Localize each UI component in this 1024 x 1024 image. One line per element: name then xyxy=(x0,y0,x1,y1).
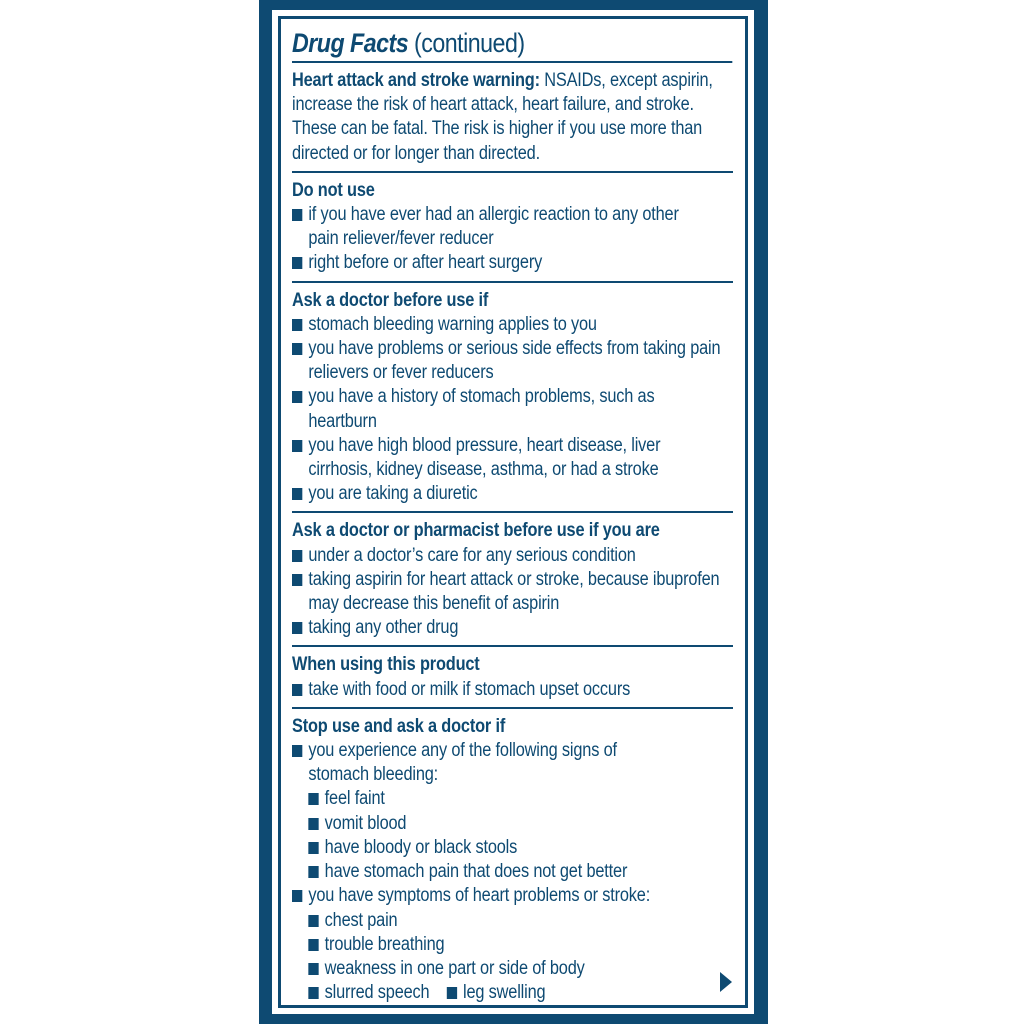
list-item-text: stomach bleeding warning applies to you xyxy=(308,313,597,335)
list-item-text: you have a history of stomach problems, such as xyxy=(308,386,655,408)
heart-warning-label: Heart attack and stroke warning: xyxy=(292,70,540,91)
list-item-text: if you have ever had an allergic reaction to any other xyxy=(308,204,679,226)
heart-warning-line-4: directed or for longer than directed. xyxy=(292,142,540,164)
list-item-continued: stomach bleeding: xyxy=(308,764,439,786)
square-bullet-icon xyxy=(292,209,302,221)
stop-use-section xyxy=(292,709,733,1010)
square-bullet-icon xyxy=(308,818,318,830)
sub-list-item-text: have bloody or black stools xyxy=(324,836,518,858)
square-bullet-icon xyxy=(308,915,318,927)
list-item xyxy=(292,434,732,458)
list-item xyxy=(292,884,732,908)
list-item-text: taking any other drug xyxy=(308,617,459,639)
list-item-text: you experience any of the following signs of xyxy=(308,740,617,762)
sub-list-item xyxy=(292,909,748,933)
sub-list-item xyxy=(292,981,748,1005)
list-item xyxy=(292,678,732,702)
sub-list-item-text: vomit blood xyxy=(324,812,407,834)
square-bullet-icon xyxy=(308,793,318,805)
square-bullet-icon xyxy=(308,963,318,975)
square-bullet-icon xyxy=(447,987,457,999)
panel-title xyxy=(292,27,732,63)
sub-list-item xyxy=(292,957,748,981)
square-bullet-icon xyxy=(308,987,318,999)
list-item-continued: pain reliever/fever reducer xyxy=(308,228,494,250)
list-item xyxy=(292,337,732,361)
sub-list-item xyxy=(292,860,748,884)
square-bullet-icon xyxy=(292,488,302,500)
sub-list-item xyxy=(292,812,748,836)
sub-list-item-text: weakness in one part or side of body xyxy=(324,957,585,979)
list-item-continued: heartburn xyxy=(308,410,377,432)
sub-list-item xyxy=(292,933,748,957)
title-bold: Drug Facts xyxy=(292,28,409,58)
list-item-continued: cirrhosis, kidney disease, asthma, or had a stroke xyxy=(308,459,659,481)
list-item-text: taking aspirin for heart attack or stroke, because ibuprofen xyxy=(308,568,720,590)
sub-list-item-text: trouble breathing xyxy=(324,933,445,955)
list-item xyxy=(292,203,732,227)
list-item xyxy=(292,482,732,506)
list-item xyxy=(292,251,732,275)
sub-list-item-text: leg swelling xyxy=(462,982,546,1004)
heart-warning-line-3: These can be fatal. The risk is higher if you use more than xyxy=(292,118,703,140)
sub-list-item xyxy=(292,836,748,860)
list-item-text: take with food or milk if stomach upset occurs xyxy=(308,678,631,700)
do-not-use-section xyxy=(292,173,733,283)
list-item xyxy=(292,568,732,592)
drug-facts-panel xyxy=(281,19,745,1005)
ask-doctor-heading: Ask a doctor before use if xyxy=(292,289,489,311)
continue-arrow-icon xyxy=(719,971,733,993)
list-item xyxy=(292,739,732,763)
sub-list-item-text: have stomach pain that does not get better xyxy=(324,861,628,883)
sub-list-item xyxy=(292,787,748,811)
heart-warning-line-1 xyxy=(292,69,732,93)
heart-warning-section xyxy=(292,63,733,173)
heart-warning-line-2: increase the risk of heart attack, heart failure, and stroke. xyxy=(292,94,694,116)
square-bullet-icon xyxy=(292,257,302,269)
list-item-text: you have symptoms of heart problems or stroke: xyxy=(308,885,651,907)
ask-pharmacist-section xyxy=(292,513,733,647)
square-bullet-icon xyxy=(292,745,302,757)
list-item xyxy=(292,385,732,409)
square-bullet-icon xyxy=(292,319,302,331)
heart-warning-text-1: NSAIDs, except aspirin, xyxy=(539,70,713,91)
list-item-text: you are taking a diuretic xyxy=(308,483,478,505)
when-using-heading: When using this product xyxy=(292,654,480,676)
list-item-continued: relievers or fever reducers xyxy=(308,362,494,384)
list-item xyxy=(292,313,732,337)
stop-use-heading: Stop use and ask a doctor if xyxy=(292,715,506,737)
square-bullet-icon xyxy=(292,574,302,586)
square-bullet-icon xyxy=(292,890,302,902)
title-rest: (continued) xyxy=(408,28,525,58)
do-not-use-heading: Do not use xyxy=(292,179,375,201)
list-item-text: right before or after heart surgery xyxy=(308,252,543,274)
list-item xyxy=(292,616,732,640)
list-item-text: you have problems or serious side effects from taking pain xyxy=(308,338,721,360)
list-item-continued: may decrease this benefit of aspirin xyxy=(308,593,560,615)
sub-list-item-text: chest pain xyxy=(324,909,398,931)
list-item-text: you have high blood pressure, heart disease, liver xyxy=(308,434,661,456)
ask-pharmacist-heading: Ask a doctor or pharmacist before use if you are xyxy=(292,520,660,542)
square-bullet-icon xyxy=(292,684,302,696)
square-bullet-icon xyxy=(308,842,318,854)
list-item xyxy=(292,544,732,568)
list-item-text: under a doctor’s care for any serious condition xyxy=(308,544,636,566)
square-bullet-icon xyxy=(292,343,302,355)
when-using-section xyxy=(292,647,733,708)
square-bullet-icon xyxy=(292,391,302,403)
square-bullet-icon xyxy=(292,622,302,634)
ask-doctor-section xyxy=(292,283,733,514)
square-bullet-icon xyxy=(308,866,318,878)
sub-list-item-text: feel faint xyxy=(324,788,385,810)
square-bullet-icon xyxy=(292,440,302,452)
sub-list-item-text: slurred speech xyxy=(324,982,430,1004)
square-bullet-icon xyxy=(308,939,318,951)
square-bullet-icon xyxy=(292,550,302,562)
